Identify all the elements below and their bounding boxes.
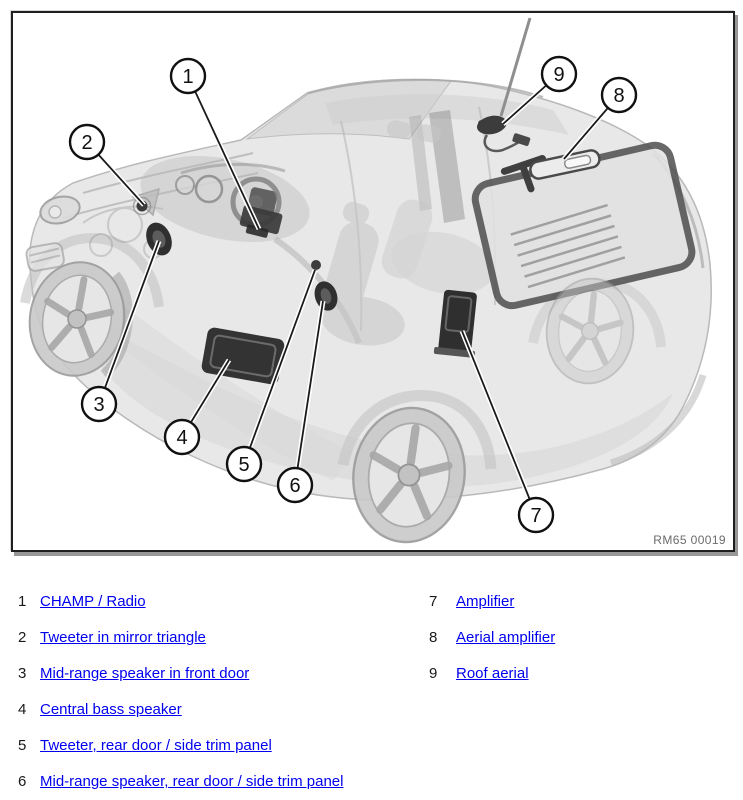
legend-number-2: 2 [18, 629, 27, 646]
legend-item-5 [18, 738, 418, 754]
figure-reference: RM65 00019 [653, 533, 726, 547]
callout-number-7: 7 [530, 505, 542, 527]
legend-link-roof-aerial[interactable]: Roof aerial [456, 665, 529, 682]
callout-number-1: 1 [182, 66, 194, 88]
legend-number-5: 5 [18, 737, 27, 754]
legend-link-front-door-speaker[interactable]: Mid-range speaker in front door [40, 665, 250, 682]
legend-item-4 [18, 702, 418, 718]
legend-number-4: 4 [18, 701, 27, 718]
callout-number-9: 9 [553, 64, 565, 86]
legend-item-6 [18, 774, 418, 790]
legend-link-rear-door-speaker[interactable]: Mid-range speaker, rear door / side trim panel [40, 773, 344, 790]
callout-number-4: 4 [176, 427, 188, 449]
legend-item-9 [429, 666, 729, 682]
callout-number-5: 5 [238, 454, 250, 476]
callout-number-2: 2 [81, 132, 93, 154]
legend-item-8 [429, 630, 729, 646]
figure-frame [11, 11, 735, 552]
callout-number-3: 3 [93, 394, 105, 416]
callout-number-8: 8 [613, 85, 625, 107]
legend-link-aerial-amplifier[interactable]: Aerial amplifier [456, 629, 556, 646]
legend-number-9: 9 [429, 665, 438, 682]
gauge-dial-2 [176, 176, 194, 194]
gauge-dial [196, 176, 222, 202]
legend-number-6: 6 [18, 773, 27, 790]
legend-number-1: 1 [18, 593, 27, 610]
callout-number-6: 6 [289, 475, 301, 497]
rear-tweeter-unit [311, 260, 321, 270]
legend-right-column [429, 594, 729, 702]
legend-link-amplifier[interactable]: Amplifier [456, 593, 515, 610]
legend-number-7: 7 [429, 593, 438, 610]
legend-item-1 [18, 594, 418, 610]
legend-left-column [18, 594, 418, 800]
legend-number-8: 8 [429, 629, 438, 646]
legend-number-3: 3 [18, 665, 27, 682]
legend-item-2 [18, 630, 418, 646]
legend-link-mirror-tweeter[interactable]: Tweeter in mirror triangle [40, 629, 206, 646]
legend-link-central-bass[interactable]: Central bass speaker [40, 701, 182, 718]
legend-item-7 [429, 594, 729, 610]
headlight-inner [49, 206, 61, 218]
legend-link-champ-radio[interactable]: CHAMP / Radio [40, 593, 146, 610]
car-audio-diagram [13, 13, 733, 550]
legend-link-rear-tweeter[interactable]: Tweeter, rear door / side trim panel [40, 737, 272, 754]
legend-item-3 [18, 666, 418, 682]
